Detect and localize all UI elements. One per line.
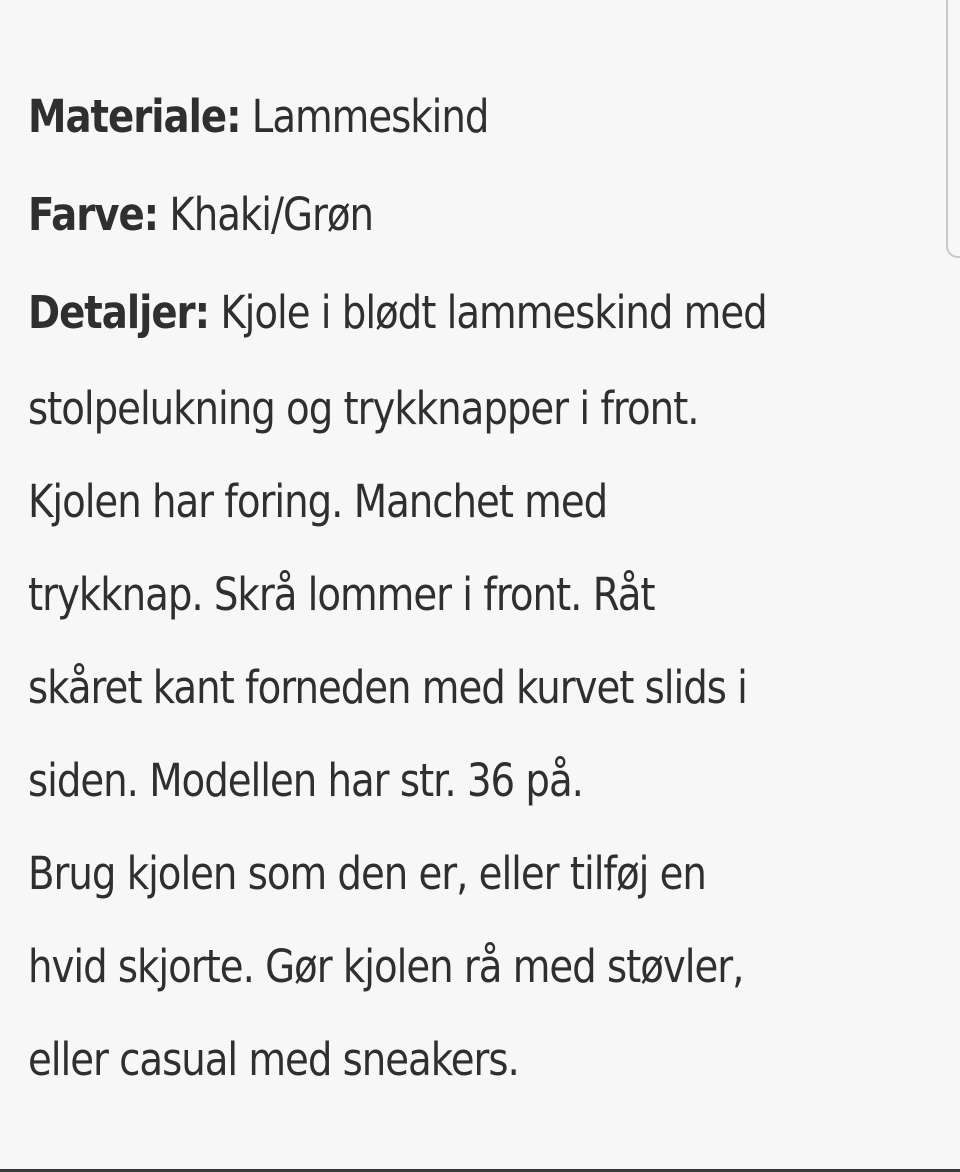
description-line: Kjolen har foring. Manchet med xyxy=(28,475,608,528)
color-value: Khaki/Grøn xyxy=(158,188,374,241)
description-line: Brug kjolen som den er, eller tilføj en xyxy=(28,847,706,900)
material-value: Lammeskind xyxy=(240,90,489,143)
color-row xyxy=(28,166,811,264)
description-line: skåret kant forneden med kurvet slids i xyxy=(28,661,747,714)
details-label: Detaljer: xyxy=(28,286,210,339)
scroll-indicator[interactable] xyxy=(946,0,960,258)
description-line: stolpelukning og trykknapper i front. xyxy=(28,382,699,435)
material-label: Materiale: xyxy=(28,90,241,143)
product-description xyxy=(28,68,938,1106)
description-line: eller casual med sneakers. xyxy=(28,1033,519,1086)
description-line: trykknap. Skrå lommer i front. Råt xyxy=(28,568,655,621)
material-row xyxy=(28,68,811,166)
details-row xyxy=(28,264,811,362)
description-line: siden. Modellen har str. 36 på. xyxy=(28,754,583,807)
color-label: Farve: xyxy=(28,188,159,241)
description-line: hvid skjorte. Gør kjolen rå med støvler, xyxy=(28,940,744,993)
details-value: Kjole i blødt lammeskind med xyxy=(209,286,767,339)
